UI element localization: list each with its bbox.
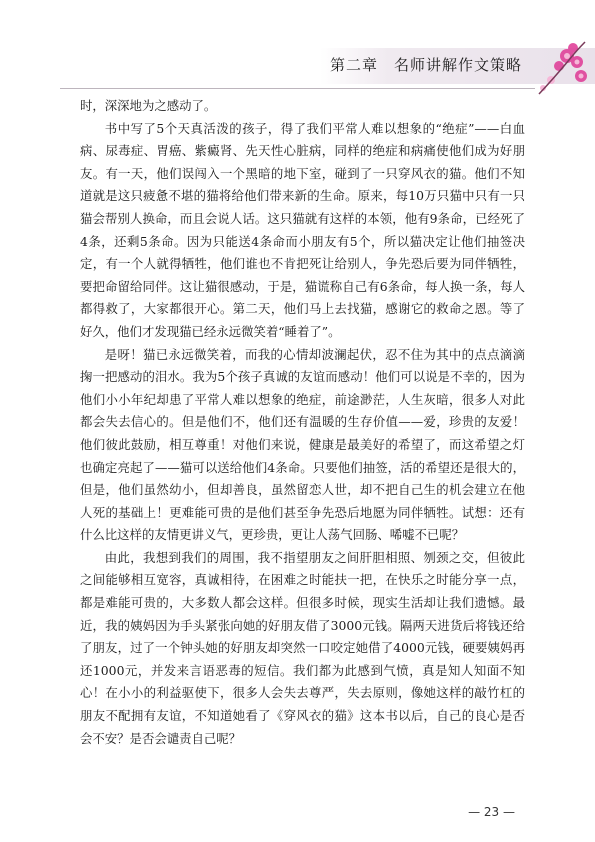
header-rule (60, 88, 535, 89)
paragraph: 由此，我想到我们的周围，我不指望朋友之间肝胆相照、刎颈之交，但彼此之间能够相互宽容，真诚相待，在困难之时能扶一把，在快乐之时能分享一点，都是难能可贵的，大多数人都会这样。但很多时候，现实生活却让我们遗憾。最近，我的姨妈因为手头紧张向她的好朋友借了3000元钱。隔两天进货后将钱还给了朋友，过了一个钟头她的好朋友却突然一口咬定她借了4000元钱，硬要姨妈再还1000元，并发来言语恶毒的短信。我们都为此感到气愤，真是知人知面不知心！在小小的利益驱使下，很多人会失去尊严，失去原则，像她这样的敲竹杠的朋友不配拥有友谊，不知道她看了《穿风衣的猫》这本书以后，自己的良心是否会不安？是否会谴责自己呢？ (80, 549, 525, 746)
paragraph: 时，深深地为之感动了。 (80, 98, 217, 113)
paragraph: 是呀！猫已永远微笑着，而我的心情却波澜起伏，忍不住为其中的点点滴滴掬一把感动的泪水。我为5个孩子真诚的友谊而感动！他们可以说是不幸的，因为他们小小年纪却患了平常人难以想象的绝症，前途渺茫，人生灰暗，很多人对此都会失去信心的。但是他们不，他们还有温暖的生存价值——爱，珍贵的友爱！他们彼此鼓励，相互尊重！对他们来说，健康是最美好的希望了，而这希望之灯也确定亮起了——猫可以送给他们4条命。只要他们抽签，活的希望还是很大的，但是，他们虽然幼小，但却善良，虽然留恋人世，却不把自己生的机会建立在他人死的基础上！更难能可贵的是他们甚至争先恐后地愿为同伴牺牲。试想：还有什么比这样的友情更讲义气，更珍贵，更让人荡气回肠、唏嘘不已呢？ (80, 346, 525, 543)
chapter-title: 第二章 名师讲解作文策略 (330, 56, 523, 74)
plum-blossom-icon (529, 36, 589, 96)
page-body (80, 95, 525, 750)
page-number: — 23 — (468, 805, 515, 819)
paragraph: 书中写了5个天真活泼的孩子，得了我们平常人难以想象的“绝症”——白血病、尿毒症、胃癌、紫癜肾、先天性心脏病，同样的绝症和病痛使他们成为好朋友。有一天，他们误闯入一个黑暗的地下室，碰到了一只穿风衣的猫。他们不知道就是这只疲惫不堪的猫将给他们带来新的生命。原来，每10万只猫中只有一只猫会帮别人换命，而且会说人话。这只猫就有这样的本领，他有9条命，已经死了4条，还剩5条命。因为只能送4条命而小朋友有5个，所以猫决定让他们抽签决定，有一个人就得牺牲，他们谁也不肯把死让给别人，争先恐后要为同伴牺牲，要把命留给同伴。这让猫很感动，于是，猫谎称自己有6条命，每人换一条，每人都得救了，大家都很开心。第二天，他们马上去找猫，感谢它的救命之恩。等了好久，他们才发现猫已经永远微笑着“睡着了”。 (80, 120, 525, 339)
